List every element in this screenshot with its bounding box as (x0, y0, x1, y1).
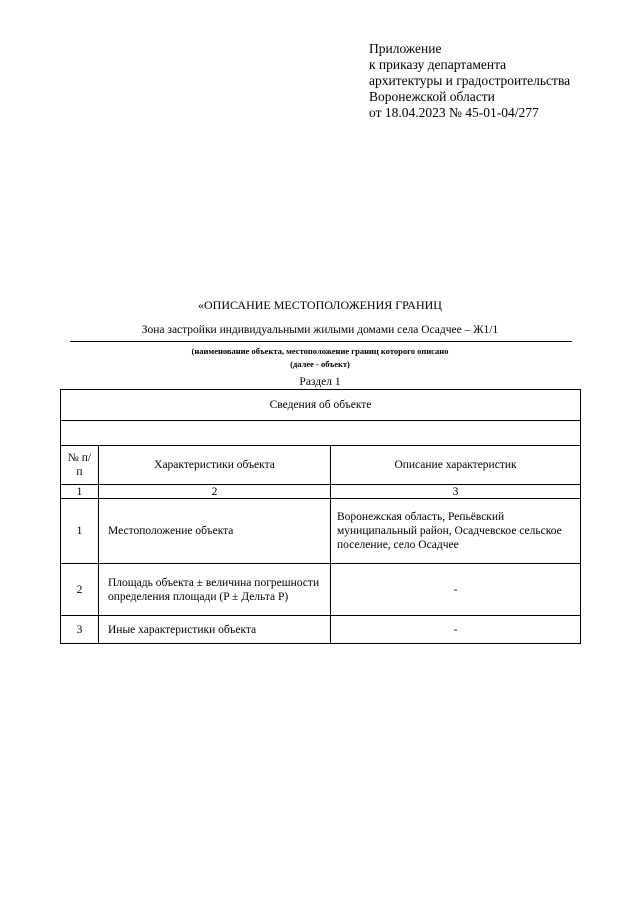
row-number: 3 (61, 616, 99, 644)
table-row (61, 499, 581, 564)
table-title: Сведения об объекте (61, 390, 581, 421)
object-info-table (60, 389, 581, 644)
appendix-block (369, 41, 570, 121)
table-title-row (61, 390, 581, 421)
table-row (61, 564, 581, 616)
blank-cell (61, 421, 581, 446)
row-number: 1 (61, 499, 99, 564)
table-index-row (61, 485, 581, 499)
object-note-line2: (далее - объект) (290, 359, 350, 369)
document-title: «ОПИСАНИЕ МЕСТОПОЛОЖЕНИЯ ГРАНИЦ (198, 298, 442, 312)
underline-divider (70, 341, 572, 342)
appendix-line: архитектуры и градостроительства (369, 73, 571, 88)
object-note-line1: (наименование объекта, местоположение границ которого описано (191, 346, 449, 356)
row-number: 2 (61, 564, 99, 616)
section-label: Раздел 1 (299, 376, 341, 388)
appendix-line: Приложение (369, 41, 442, 56)
appendix-line: Воронежской области (369, 89, 495, 104)
appendix-line: от 18.04.2023 № 45-01-04/277 (369, 105, 539, 120)
row-characteristic: Площадь объекта ± величина погрешности определения площади (P ± Дельта P) (99, 564, 331, 616)
row-characteristic: Иные характеристики объекта (99, 616, 331, 644)
header-characteristic: Характеристики объекта (99, 446, 331, 485)
column-index: 1 (61, 485, 99, 499)
object-name: Зона застройки индивидуальными жилыми домами села Осадчее – Ж1/1 (141, 324, 499, 336)
column-index: 2 (99, 485, 331, 499)
row-characteristic: Местоположение объекта (99, 499, 331, 564)
header-description: Описание характеристик (331, 446, 581, 485)
header-number: № п/п (61, 446, 99, 485)
appendix-line: к приказу департамента (369, 57, 507, 72)
table-row (61, 616, 581, 644)
row-description: Воронежская область, Репьёвский муниципальный район, Осадчевское сельское поселение, село Осадчее (331, 499, 581, 564)
table-blank-row (61, 421, 581, 446)
row-description: - (331, 616, 581, 644)
row-description: - (331, 564, 581, 616)
column-index: 3 (331, 485, 581, 499)
table-header-row (61, 446, 581, 485)
